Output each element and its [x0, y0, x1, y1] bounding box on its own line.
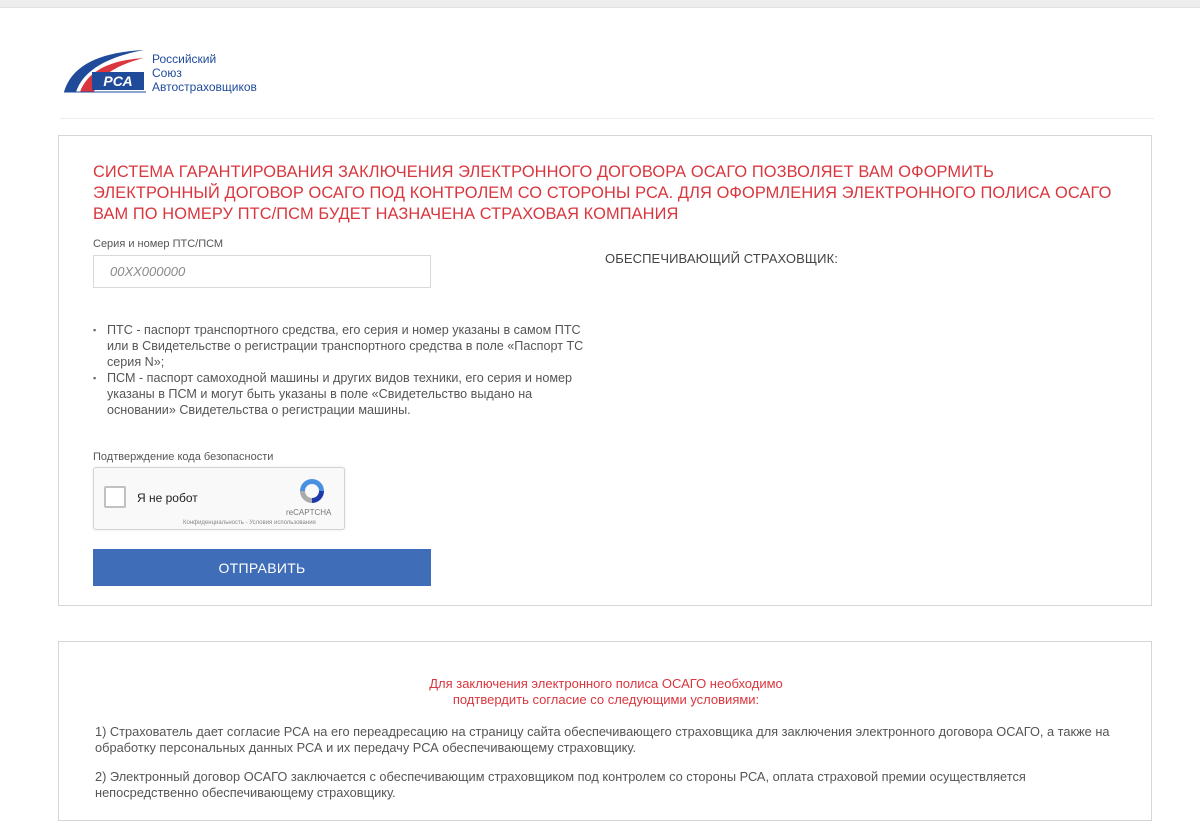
rsa-logo-mark-icon — [62, 44, 148, 94]
recaptcha-logo-icon — [297, 476, 327, 506]
recaptcha-label: Я не робот — [137, 491, 198, 505]
conditions-title — [59, 676, 1153, 708]
logo-line-1: Российский — [152, 52, 217, 66]
submit-button[interactable]: ОТПРАВИТЬ — [93, 549, 431, 586]
osago-form-panel — [58, 135, 1152, 606]
rsa-logo-mark-text: РСА — [103, 73, 133, 89]
form-headline: СИСТЕМА ГАРАНТИРОВАНИЯ ЗАКЛЮЧЕНИЯ ЭЛЕКТРОННОГО ДОГОВОРА ОСАГО ПОЗВОЛЯЕТ ВАМ ОФОРМИТЬ ЭЛЕКТРОННЫЙ ДОГОВОР ОСАГО ПОД КОНТРОЛЕМ СО СТОРОНЫ РСА. ДЛЯ ОФОРМЛЕНИЯ ЭЛЕКТРОННОГО ПОЛИСА ОСАГО ВАМ ПО НОМЕРУ ПТС/ПСМ БУДЕТ НАЗНАЧЕНА СТРАХОВАЯ КОМПАНИЯ — [93, 163, 1112, 223]
logo-line-3: Автостраховщиков — [152, 80, 257, 94]
recaptcha-privacy-links[interactable]: Конфиденциальность - Условия использования — [183, 520, 316, 526]
condition-item-1: 1) Страхователь дает согласие РСА на его переадресацию на страницу сайта обеспечивающего страховщика для заключения электронного договора ОСАГО, а также на обработку персональных данных РСА и их передачу РСА обеспечивающему страховщику. — [95, 724, 1110, 755]
pts-number-input[interactable] — [93, 255, 431, 288]
browser-top-strip — [0, 0, 1200, 8]
conditions-title-line-1: Для заключения электронного полиса ОСАГО необходимо — [429, 676, 783, 691]
pts-notes-list — [93, 322, 587, 418]
condition-item-2: 2) Электронный договор ОСАГО заключается с обеспечивающим страховщиком под контролем со стороны РСА, оплата страховой премии осуществляется непосредственно обеспечивающему страховщику. — [95, 769, 1026, 800]
note-pts: ▪ ПТС - паспорт транспортного средства, его серия и номер указаны в самом ПТС или в Свидетельстве о регистрации транспортного средства в поле «Паспорт ТС серия N»; — [107, 322, 587, 370]
recaptcha-brand: reCAPTCHA — [286, 508, 332, 517]
conditions-title-line-2: подтвердить согласие со следующими условиями: — [452, 692, 760, 707]
site-header — [60, 38, 1154, 119]
rsa-logo-text — [152, 52, 257, 94]
recaptcha-widget — [93, 467, 345, 530]
pts-field-label: Серия и номер ПТС/ПСМ — [93, 238, 224, 250]
captcha-label: Подтверждение кода безопасности — [93, 451, 274, 463]
logo-line-2: Союз — [152, 66, 182, 80]
note-psm: ▪ ПСМ - паспорт самоходной машины и других видов техники, его серия и номер указаны в ПСМ и могут быть указаны в поле «Свидетельство выдано на основании» Свидетельства о регистрации машины. — [107, 370, 587, 418]
insurer-label: ОБЕСПЕЧИВАЮЩИЙ СТРАХОВЩИК: — [605, 251, 838, 266]
recaptcha-checkbox[interactable] — [104, 486, 126, 508]
conditions-panel — [58, 641, 1152, 821]
rsa-logo[interactable] — [62, 44, 282, 96]
